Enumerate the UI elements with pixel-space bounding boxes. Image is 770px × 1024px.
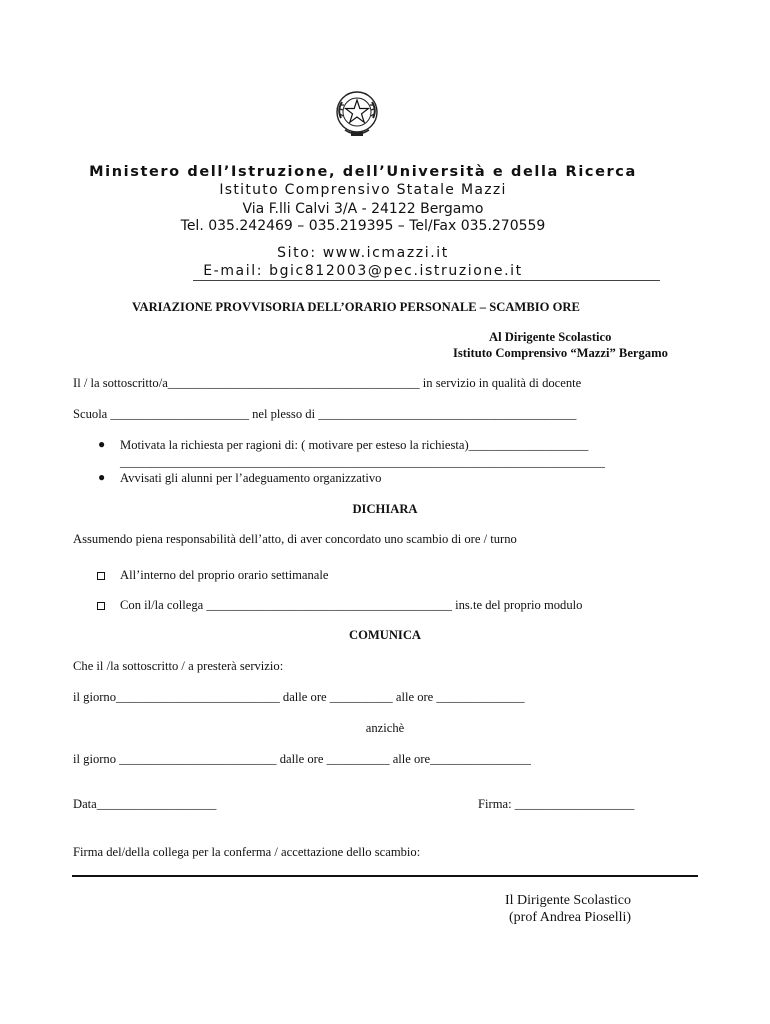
- signature-field[interactable]: Firma: ___________________: [478, 797, 635, 811]
- communicates-heading: COMUNICA: [348, 628, 422, 642]
- school-phone: Tel. 035.242469 – 035.219395 – Tel/Fax 035.270559: [180, 218, 546, 234]
- school-plesso-field[interactable]: Scuola ______________________ nel plesso di _________________________________________: [73, 407, 577, 421]
- checkbox-square-icon[interactable]: [97, 572, 105, 580]
- reason-continuation-field[interactable]: _____________________________________________________________________________: [120, 455, 605, 469]
- school-name: Istituto Comprensivo Statale Mazzi: [219, 182, 507, 198]
- date-field[interactable]: Data___________________: [73, 797, 217, 811]
- ministry-heading: Ministero dell’Istruzione, dell’Università e della Ricerca: [89, 164, 637, 180]
- colleague-signature-label: Firma del/della collega per la conferma / accettazione dello scambio:: [73, 845, 421, 859]
- undersigned-field[interactable]: Il / la sottoscritto/a________________________________________ in servizio in qualità di docente: [73, 376, 582, 390]
- instead-text: anzichè: [365, 721, 405, 735]
- recipient-institute: Istituto Comprensivo “Mazzi” Bergamo: [453, 346, 668, 360]
- italian-republic-emblem-icon: [333, 88, 381, 140]
- students-notified-text: Avvisati gli alunni per l’adeguamento organizzativo: [120, 471, 382, 485]
- school-website: Sito: www.icmazzi.it: [277, 245, 449, 261]
- reason-field[interactable]: Motivata la richiesta per ragioni di: ( motivare per esteso la richiesta)___________________: [120, 438, 589, 452]
- school-address: Via F.lli Calvi 3/A - 24122 Bergamo: [242, 201, 484, 217]
- header-divider: [193, 280, 660, 281]
- original-day-hours-field[interactable]: il giorno _________________________ dalle ore __________ alle ore________________: [73, 752, 531, 766]
- option-with-colleague[interactable]: Con il/la collega _______________________________________ ins.te del proprio modulo: [120, 598, 583, 612]
- declares-heading: DICHIARA: [352, 502, 418, 516]
- bullet-dot-icon: ●: [98, 437, 106, 451]
- will-serve-text: Che il /la sottoscritto / a presterà servizio:: [73, 659, 284, 673]
- school-email: E-mail: bgic812003@pec.istruzione.it: [203, 263, 523, 279]
- principal-role: Il Dirigente Scolastico: [505, 893, 631, 908]
- responsibility-text: Assumendo piena responsabilità dell’atto, di aver concordato uno scambio di ore / turno: [73, 532, 517, 546]
- principal-name: (prof Andrea Pioselli): [509, 910, 632, 925]
- bullet-dot-icon: ●: [98, 470, 106, 484]
- checkbox-square-icon[interactable]: [97, 602, 105, 610]
- colleague-signature-line: [72, 875, 698, 877]
- recipient-role: Al Dirigente Scolastico: [489, 330, 612, 344]
- day-hours-field[interactable]: il giorno__________________________ dalle ore __________ alle ore ______________: [73, 690, 525, 704]
- document-title: VARIAZIONE PROVVISORIA DELL’ORARIO PERSONALE – SCAMBIO ORE: [132, 300, 580, 314]
- option-within-schedule: All’interno del proprio orario settimanale: [120, 568, 329, 582]
